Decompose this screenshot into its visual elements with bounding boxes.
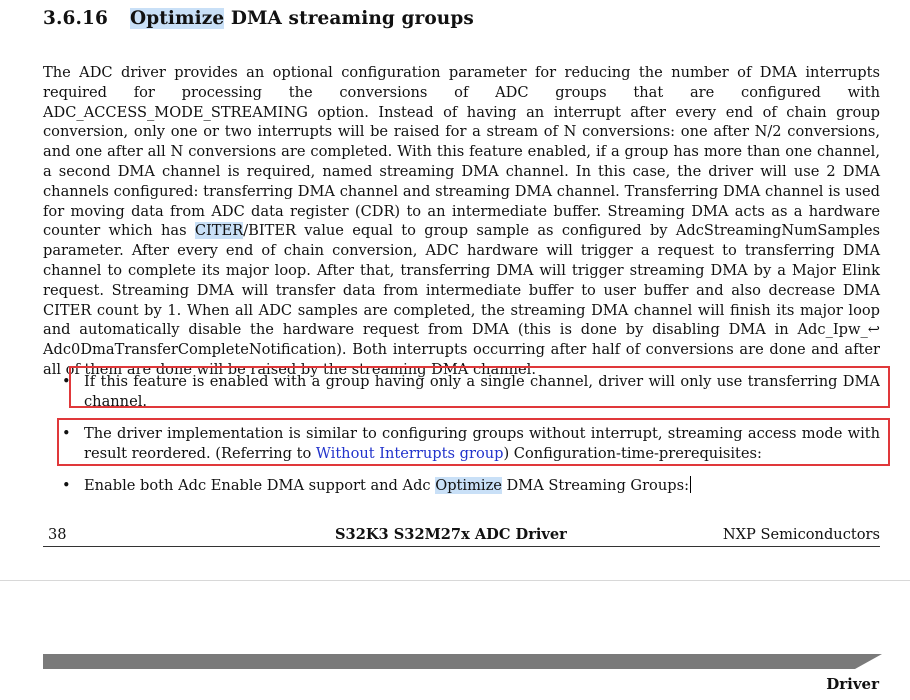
bullet-icon: • [62, 373, 71, 390]
page-footer [43, 524, 880, 547]
list-item [62, 476, 880, 496]
page-number: 38 [48, 526, 67, 543]
bullet-icon: • [62, 425, 71, 442]
annotation-box [69, 366, 890, 408]
annotation-box [57, 418, 890, 466]
list-item-text-part: DMA Streaming Groups: [501, 477, 689, 494]
search-highlight: Optimize [129, 8, 225, 29]
bullet-icon: • [62, 477, 71, 494]
section-number: 3.6.16 [43, 8, 108, 29]
search-highlight-citer: CITER [194, 222, 244, 240]
section-heading [43, 8, 474, 29]
list-item-text-part: Enable both Adc Enable DMA support and Adc [84, 477, 436, 494]
section-title: DMA streaming groups [224, 8, 474, 29]
list-item-text-part: The driver implementation is similar to configuring groups without interrupt, streaming access mode with result reordered. (Referring to [84, 425, 880, 462]
search-highlight: Optimize [435, 477, 502, 494]
paragraph-text: The ADC driver provides an optional configuration parameter for reducing the number of DMA interrupts required for processing the conversions of ADC groups that are configured with ADC_ACCESS_MODE_STREAMING option. Instead of having an interrupt after every end of chain group conversion, only one or two interrupts will be raised for a stream of N conversions: one after N/2 conversions, and one after all N conversions are completed. With this feature enabled, if a group has more than one channel, a second DMA channel is required, named streaming DMA channel. In this case, the driver will use 2 DMA channels configured: transferring DMA channel and streaming DMA channel. Transferring DMA channel is used for moving data from ADC data register (CDR) to an intermediate buffer. Streaming DMA acts as a hardware counter which has [43, 64, 880, 240]
footer-doc-title: S32K3 S32M27x ADC Driver [335, 526, 567, 543]
line-wrap-icon: ↩ [867, 321, 880, 339]
page-header-bar [43, 654, 882, 669]
footer-company: NXP Semiconductors [722, 526, 880, 543]
list-item-text: If this feature is enabled with a group having only a single channel, driver will only use transferring DMA channel. [84, 373, 880, 409]
paragraph-text-3: Adc0DmaTransferCompleteNotification). Both interrupts occurring after half of conversions are done and after all of them are done will be raised by the streaming DMA channel. [43, 341, 880, 378]
paragraph-text-2: /BITER value equal to group sample as configured by AdcStreamingNumSamples parameter. After every end of chain conversion, ADC hardware will trigger a request to transferring DMA channel to complete its major loop. After that, transferring DMA will trigger streaming DMA by a Major Elink request. Streaming DMA will transfer data from intermediate buffer to user buffer and also decrease DMA CITER count by 1. When all ADC samples are completed, the streaming DMA channel will finish its major loop and automatically disable the hardware request from DMA (this is done by disabling DMA in Adc_Ipw_ [43, 222, 880, 339]
text-cursor [690, 476, 691, 493]
list-item-text-part: ) Configuration-time-prerequisites: [503, 444, 762, 462]
next-page-header-title: Driver [826, 675, 879, 693]
without-interrupts-link[interactable]: Without Interrupts group [315, 444, 504, 462]
page-separator [0, 580, 910, 581]
list-item-text [84, 476, 880, 496]
body-paragraph [43, 63, 880, 380]
